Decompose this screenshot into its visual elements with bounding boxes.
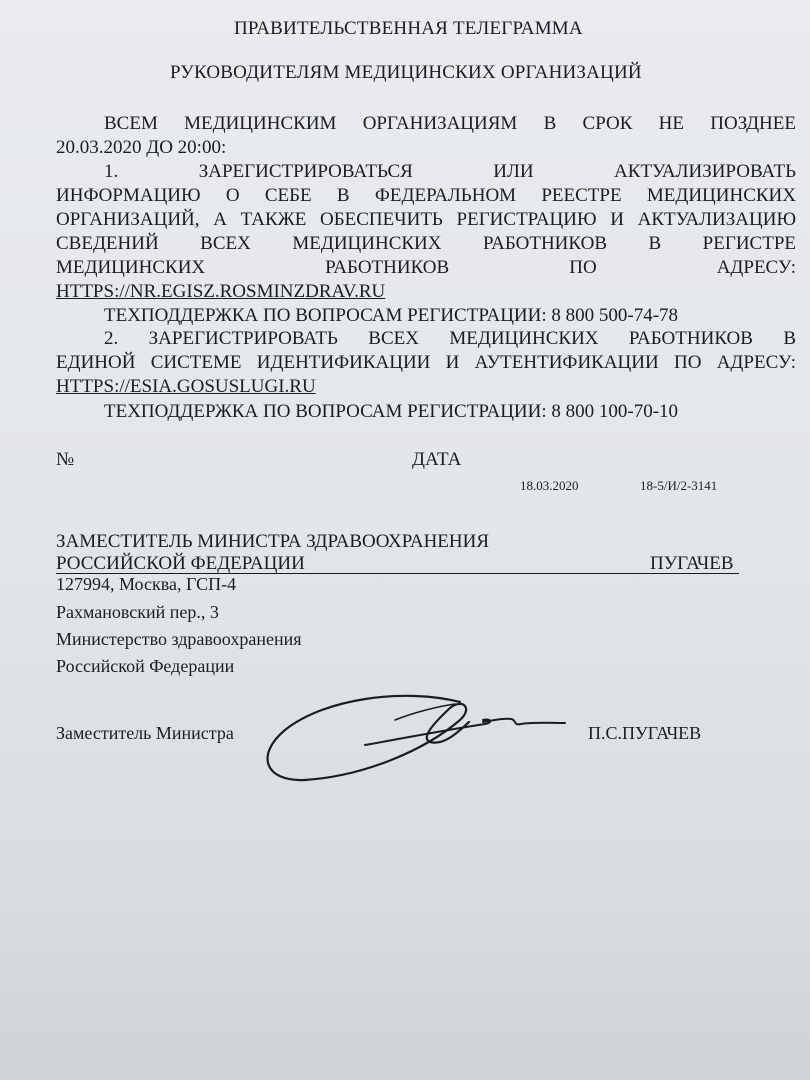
document-title: ПРАВИТЕЛЬСТВЕННАЯ ТЕЛЕГРАММА — [234, 18, 583, 39]
date-label: ДАТА — [412, 449, 462, 470]
deadline-line: 20.03.2020 ДО 20:00: — [56, 137, 227, 158]
number-label: № — [56, 449, 75, 470]
item1-line: СВЕДЕНИЙ ВСЕХ МЕДИЦИНСКИХ РАБОТНИКОВ В РЕГИСТРЕ — [56, 233, 796, 254]
registration-number: 18-5/И/2-3141 — [640, 478, 718, 493]
sender-position: ЗАМЕСТИТЕЛЬ МИНИСТРА ЗДРАВООХРАНЕНИЯ — [56, 531, 490, 552]
item1-line: ОРГАНИЗАЦИЙ, А ТАКЖЕ ОБЕСПЕЧИТЬ РЕГИСТРАЦИЮ И АКТУАЛИЗАЦИЮ — [56, 209, 796, 230]
address-line: Рахмановский пер., 3 — [56, 602, 219, 622]
signatory-role: Заместитель Министра — [56, 723, 234, 743]
nr-egisz-link[interactable]: HTTPS://NR.EGISZ.ROSMINZDRAV.RU — [56, 281, 386, 302]
item2-line: 2. ЗАРЕГИСТРИРОВАТЬ ВСЕХ МЕДИЦИНСКИХ РАБОТНИКОВ В — [104, 328, 796, 349]
signatory-name: П.С.ПУГАЧЕВ — [588, 723, 702, 743]
sender-surname: ПУГАЧЕВ — [650, 553, 734, 574]
date-value: 18.03.2020 — [520, 478, 579, 493]
item2-line: ЕДИНОЙ СИСТЕМЕ ИДЕНТИФИКАЦИИ И АУТЕНТИФИКАЦИИ ПО АДРЕСУ: — [56, 352, 796, 373]
item1-line: ИНФОРМАЦИЮ О СЕБЕ В ФЕДЕРАЛЬНОМ РЕЕСТРЕ МЕДИЦИНСКИХ — [56, 185, 796, 206]
address-line: Российской Федерации — [56, 656, 235, 676]
recipient-heading: РУКОВОДИТЕЛЯМ МЕДИЦИНСКИХ ОРГАНИЗАЦИЙ — [170, 62, 642, 83]
intro-line: ВСЕМ МЕДИЦИНСКИМ ОРГАНИЗАЦИЯМ В СРОК НЕ ПОЗДНЕЕ — [104, 113, 796, 134]
esia-link[interactable]: HTTPS://ESIA.GOSUSLUGI.RU — [56, 376, 316, 397]
address-line: 127994, Москва, ГСП-4 — [56, 574, 237, 594]
signature-icon — [255, 690, 575, 790]
item1-line: МЕДИЦИНСКИХ РАБОТНИКОВ ПО АДРЕСУ: — [56, 257, 796, 278]
address-line: Министерство здравоохранения — [56, 629, 302, 649]
support-phone-2: ТЕХПОДДЕРЖКА ПО ВОПРОСАМ РЕГИСТРАЦИИ: 8 800 100-70-10 — [104, 401, 679, 422]
item1-line: 1. ЗАРЕГИСТРИРОВАТЬСЯ ИЛИ АКТУАЛИЗИРОВАТЬ — [104, 161, 796, 182]
support-phone-1: ТЕХПОДДЕРЖКА ПО ВОПРОСАМ РЕГИСТРАЦИИ: 8 800 500-74-78 — [104, 305, 679, 326]
sender-organization: РОССИЙСКОЙ ФЕДЕРАЦИИ — [56, 553, 305, 574]
